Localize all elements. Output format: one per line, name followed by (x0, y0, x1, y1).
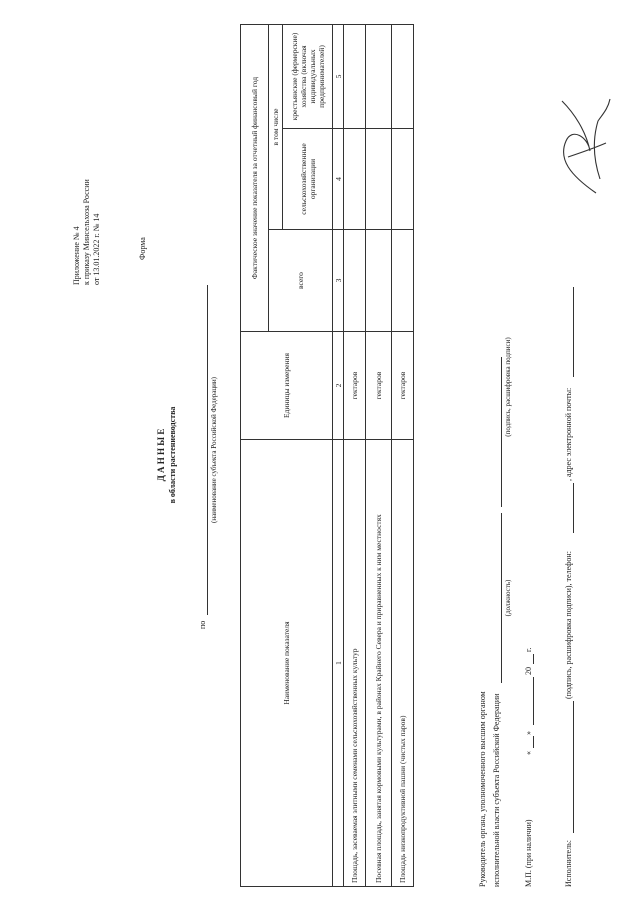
year-prefix: 20 (524, 667, 533, 675)
head-line-1: Руководитель органа, уполномоченного высшим органом (478, 691, 487, 887)
handwritten-signature (540, 91, 620, 201)
row-farms-cell[interactable] (344, 24, 366, 128)
header-agri-orgs: сельскохозяйственные организации (283, 129, 333, 230)
row-name: Посевная площадь, занятая кормовыми культурами, в районах Крайнего Севера и приравненных к ним местностях (366, 440, 392, 887)
header-units: Единицы измерения (241, 332, 333, 440)
row-total-cell[interactable] (392, 230, 414, 332)
header-indicator-name: Наименование показателя (241, 440, 333, 887)
row-total-cell[interactable] (344, 230, 366, 332)
row-agri-cell[interactable] (344, 129, 366, 230)
row-agri-cell[interactable] (366, 129, 392, 230)
header-farms: крестьянские (фермерские) хозяйства (включая индивидуальных предпринимателей) (283, 24, 333, 128)
table-row (392, 24, 414, 886)
executor-label: Исполнитель: (564, 840, 573, 887)
header-including: в том числе (269, 24, 283, 229)
region-hint: (наименование субъекта Российской Федерации) (210, 377, 218, 523)
header-total: всего (269, 230, 333, 332)
row-farms-cell[interactable] (392, 24, 414, 128)
data-table (240, 24, 414, 887)
position-line (501, 513, 502, 683)
row-name: Площадь, засеваемая элитными семенами сельскохозяйственных культур (344, 440, 366, 887)
email-line (573, 287, 574, 377)
stamp-label: М.П. (при наличии) (524, 819, 533, 887)
row-name: Площадь низкопродуктивной пашни (чистых паров) (392, 440, 414, 887)
signature-line (501, 357, 502, 507)
signature-hint: (подпись, расшифровка подписи) (504, 337, 512, 437)
row-total-cell[interactable] (366, 230, 392, 332)
col-number-1: 1 (333, 440, 344, 887)
day-line (533, 736, 534, 748)
table-row (366, 24, 392, 886)
head-line-2: исполнительной власти субъекта Российской Федерации (492, 693, 501, 887)
table-row (344, 24, 366, 886)
appendix-line-2: к приказу Минсельхоза России (82, 179, 91, 285)
date-quote-close: » (524, 731, 533, 735)
phone-line (573, 483, 574, 533)
date-quote-open: « (524, 751, 533, 755)
col-number-5: 5 (333, 24, 344, 128)
row-farms-cell[interactable] (366, 24, 392, 128)
year-line (533, 654, 534, 664)
position-hint: (должность) (504, 579, 512, 617)
email-label: , адрес электронной почты: (564, 387, 573, 481)
col-number-2: 2 (333, 332, 344, 440)
appendix-line-3: от 13.01.2022 г. № 14 (92, 213, 101, 285)
row-agri-cell[interactable] (392, 129, 414, 230)
month-line (533, 677, 534, 725)
col-number-3: 3 (333, 230, 344, 332)
document-subtitle: в области растениеводства (168, 406, 177, 504)
executor-line (573, 701, 574, 833)
row-unit: гектаров (344, 332, 366, 440)
header-actual-value: Фактическое значение показателя за отчетный финансовый год (241, 24, 269, 331)
col-number-4: 4 (333, 129, 344, 230)
row-unit: гектаров (392, 332, 414, 440)
row-unit: гектаров (366, 332, 392, 440)
document-title: Д А Н Н Ы Е (156, 428, 166, 482)
executor-hint: (подпись, расшифровка подписи), телефон: (564, 551, 573, 699)
region-field-line (207, 285, 208, 615)
form-label: Форма (138, 237, 147, 260)
year-suffix: г. (524, 647, 533, 652)
appendix-line-1: Приложение № 4 (72, 226, 81, 285)
region-prefix: по (198, 620, 207, 629)
